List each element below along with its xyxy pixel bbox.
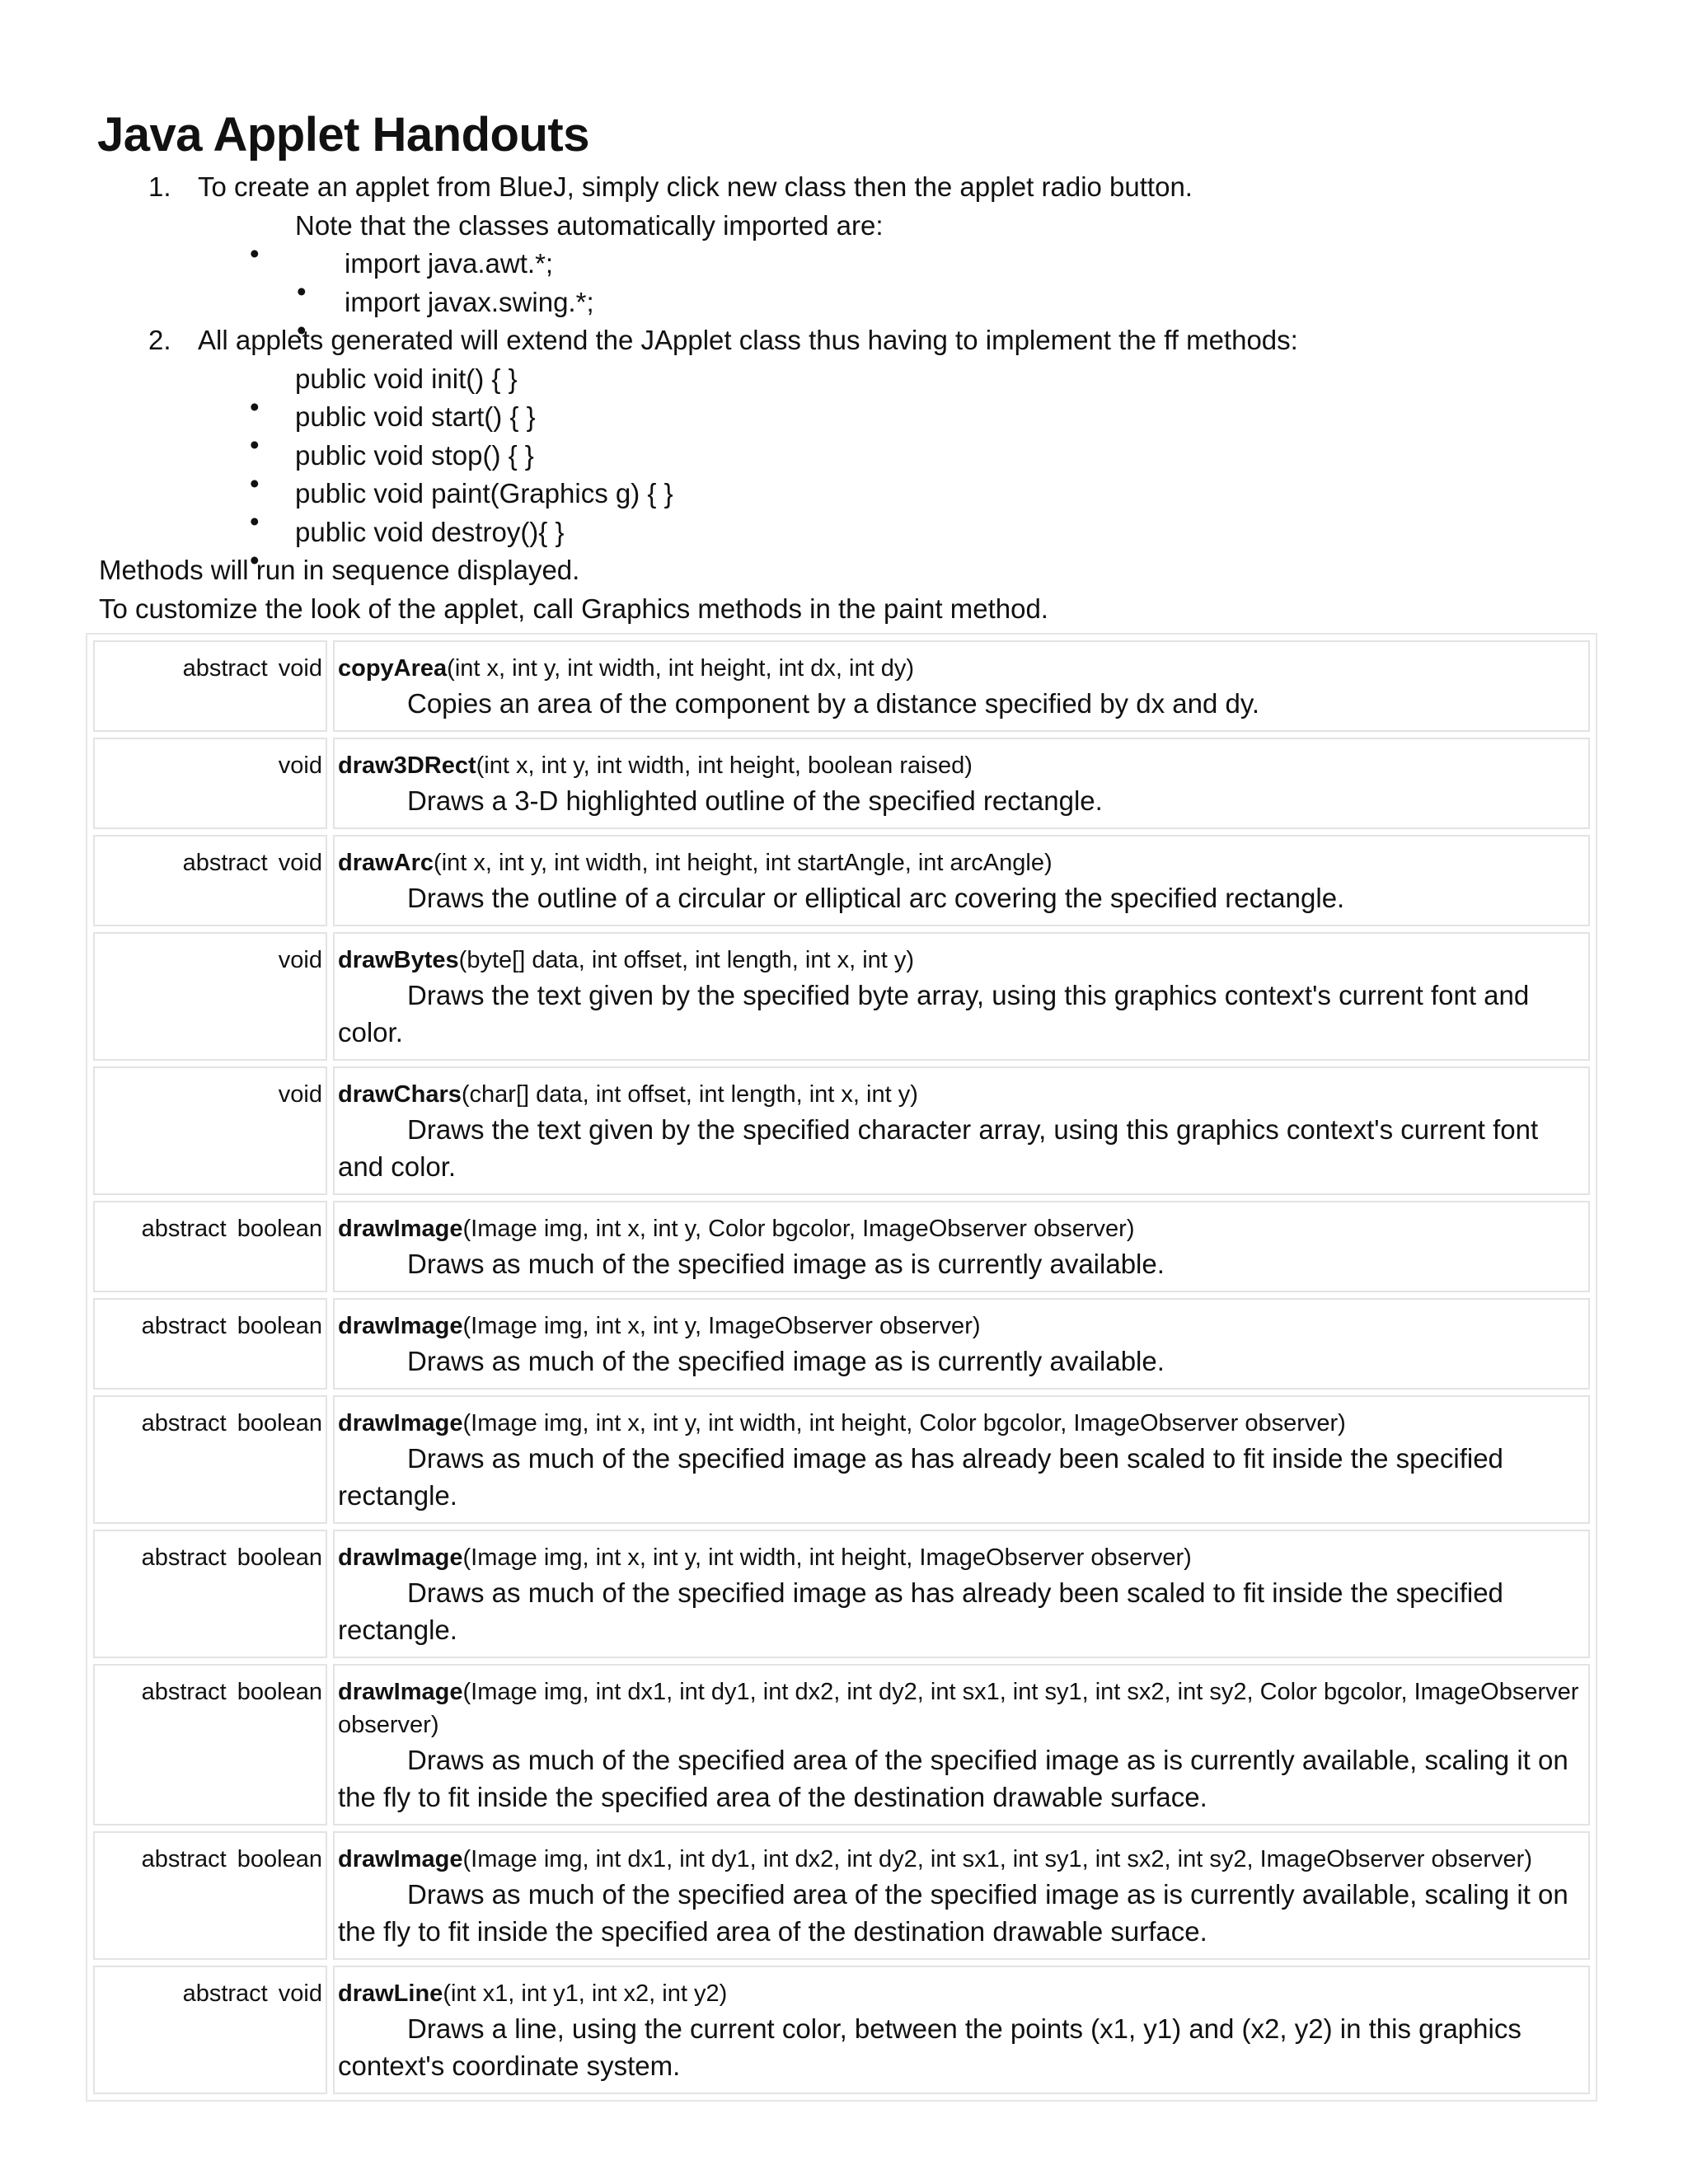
method-item [97,475,1606,513]
table-row [93,1664,1590,1825]
table-row [93,1298,1590,1390]
method-name: draw3DRect [338,752,476,779]
import-item [97,245,1606,284]
method-description: Draws a line, using the current color, between the points (x1, y1) and (x2, y2) in this graphics context's coordinate system. [338,2013,1522,2081]
method-signature [338,652,1582,685]
method-description: Draws as much of the specified image as is currently available. [407,1249,1165,1279]
method-signature [338,1078,1582,1111]
method-description: Draws as much of the specified image as is currently available. [407,1346,1165,1376]
graphics-methods-table [86,633,1597,2102]
method-signature [338,1541,1582,1574]
return-type-cell: abstract void [93,1966,327,2094]
method-params: (Image img, int x, int y, Color bgcolor, ImageObserver observer) [462,1216,1135,1242]
table-row [93,932,1590,1061]
return-type-cell: abstract void [93,640,327,732]
method-params: (Image img, int x, int y, int width, int height, Color bgcolor, ImageObserver observer) [462,1410,1346,1436]
table-row [93,1831,1590,1960]
return-type-cell: abstract boolean [93,1664,327,1825]
method-params: (int x1, int y1, int x2, int y2) [443,1980,728,2007]
method-signature [338,1977,1582,2010]
method-description: Draws the text given by the specified character array, using this graphics context's current font and color. [338,1114,1539,1182]
method-description: Draws as much of the specified area of the specified image as is currently available, scaling it on the fly to fit inside the specified area of the destination drawable surface. [338,1879,1568,1947]
method-item [97,513,1606,552]
method-params: (int x, int y, int width, int height, int startAngle, int arcAngle) [434,850,1053,876]
method-cell [333,1966,1590,2094]
method-cell [333,1395,1590,1524]
method-cell [333,1298,1590,1390]
step-text: All applets generated will extend the JApplet class thus having to implement the ff methods: [198,325,1298,355]
method-name: drawLine [338,1980,443,2007]
table-row [93,835,1590,926]
method-name: drawImage [338,1679,463,1705]
method-params: (int x, int y, int width, int height, boolean raised) [476,752,973,779]
method-params: (int x, int y, int width, int height, int dx, int dy) [447,655,914,682]
step-number: 2. [148,325,171,355]
method-description: Draws a 3-D highlighted outline of the specified rectangle. [407,785,1103,816]
return-type-cell: void [93,738,327,829]
method-cell [333,1831,1590,1960]
note-line: To customize the look of the applet, call Graphics methods in the paint method. [99,593,1048,624]
step-1-note [97,207,1606,246]
method-signature [338,944,1582,977]
method-description: Draws as much of the specified area of the specified image as is currently available, scaling it on the fly to fit inside the specified area of the destination drawable surface. [338,1745,1568,1812]
method-item [97,398,1606,437]
page-title: Java Applet Handouts [97,108,589,162]
table-row [93,1395,1590,1524]
method-name: drawBytes [338,947,459,973]
method-text: public void destroy(){ } [295,516,565,547]
method-cell [333,738,1590,829]
method-item [97,437,1606,476]
table-row [93,1201,1590,1292]
return-type-cell: void [93,1066,327,1195]
method-description: Draws the text given by the specified byte array, using this graphics context's current font and color. [338,980,1530,1047]
table-row [93,640,1590,732]
return-type-cell: abstract boolean [93,1395,327,1524]
note-line: Methods will run in sequence displayed. [99,555,580,585]
method-signature [338,1843,1582,1876]
return-type-cell: abstract boolean [93,1201,327,1292]
method-signature [338,1212,1582,1245]
method-signature [338,1675,1582,1741]
method-description: Draws the outline of a circular or elliptical arc covering the specified rectangle. [407,883,1345,913]
method-params: (Image img, int x, int y, int width, int height, ImageObserver observer) [462,1544,1192,1571]
method-name: copyArea [338,655,448,682]
step-2 [97,321,1606,360]
note-text: Note that the classes automatically imported are: [295,209,884,241]
table-row [93,738,1590,829]
method-description: Draws as much of the specified image as has already been scaled to fit inside the specified rectangle. [338,1443,1503,1511]
return-type-cell: abstract boolean [93,1831,327,1960]
method-description: Copies an area of the component by a distance specified by dx and dy. [407,688,1260,719]
method-cell [333,932,1590,1061]
method-name: drawImage [338,1544,463,1571]
method-text: public void stop() { } [295,439,534,471]
method-signature [338,846,1582,879]
return-type-cell: void [93,932,327,1061]
method-name: drawImage [338,1313,463,1339]
return-type-cell: abstract void [93,835,327,926]
table-row [93,1530,1590,1658]
method-name: drawImage [338,1216,463,1242]
method-name: drawChars [338,1081,462,1108]
method-params: (byte[] data, int offset, int length, int x, int y) [458,947,915,973]
method-text: public void start() { } [295,401,536,432]
step-number: 1. [148,171,171,202]
instructions [97,168,1606,628]
method-cell [333,1530,1590,1658]
return-type-cell: abstract boolean [93,1530,327,1658]
table-row [93,1966,1590,2094]
method-signature [338,749,1582,782]
table-row [93,1066,1590,1195]
import-text: import javax.swing.*; [345,286,594,317]
method-name: drawImage [338,1846,463,1872]
import-item [97,284,1606,322]
method-text: public void init() { } [295,363,518,394]
method-item [97,360,1606,399]
method-name: drawImage [338,1410,463,1436]
method-signature [338,1310,1582,1343]
method-name: drawArc [338,850,434,876]
method-cell [333,1664,1590,1825]
method-cell [333,1066,1590,1195]
step-1 [97,168,1606,207]
method-params: (Image img, int dx1, int dy1, int dx2, int dy2, int sx1, int sy1, int sx2, int sy2, Color bgcolor, ImageObserver observer) [338,1679,1579,1738]
method-params: (Image img, int dx1, int dy1, int dx2, int dy2, int sx1, int sy1, int sx2, int sy2, ImageObserver observer) [462,1846,1532,1872]
method-cell [333,640,1590,732]
method-params: (char[] data, int offset, int length, int x, int y) [461,1081,918,1108]
return-type-cell: abstract boolean [93,1298,327,1390]
method-cell [333,835,1590,926]
method-description: Draws as much of the specified image as has already been scaled to fit inside the specified rectangle. [338,1577,1503,1645]
method-text: public void paint(Graphics g) { } [295,478,673,509]
method-signature [338,1407,1582,1440]
method-cell [333,1201,1590,1292]
import-text: import java.awt.*; [345,248,554,279]
method-params: (Image img, int x, int y, ImageObserver observer) [462,1313,981,1339]
step-text: To create an applet from BlueJ, simply click new class then the applet radio button. [198,171,1193,202]
